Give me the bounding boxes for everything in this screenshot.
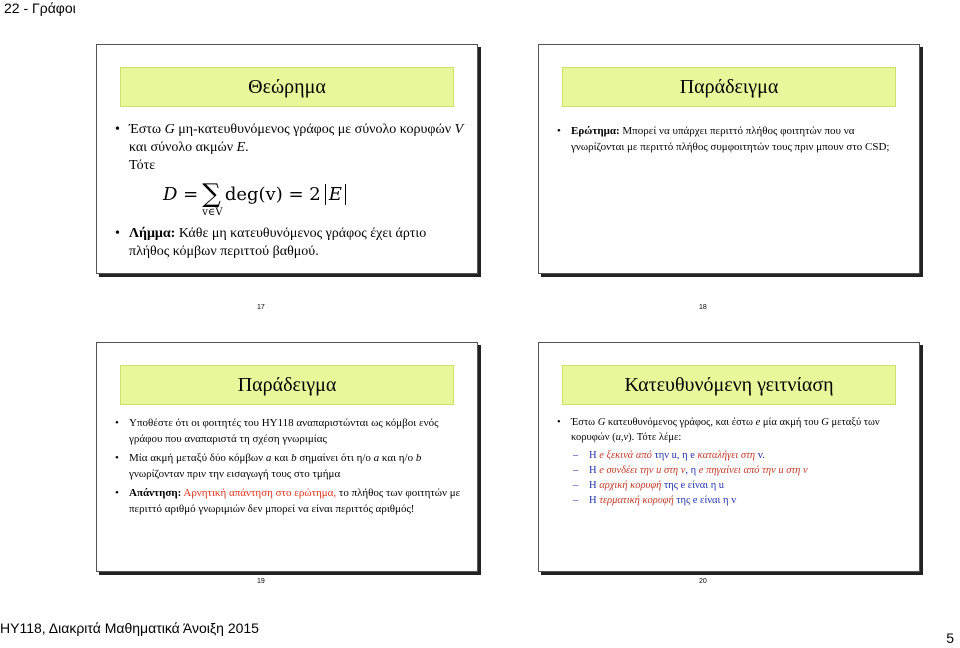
bullet: • Υποθέστε ότι οι φοιτητές του ΗΥ118 αναπαριστώνται ως κόμβοι ενός γράφου που αναπαριστά τη σχέση γνωριμίας — [115, 415, 467, 447]
sub-bullet: – Η e ξεκινά από την u, η e καταλήγει στη v. — [573, 448, 909, 463]
slide-body — [115, 415, 467, 520]
slide-19 — [96, 342, 478, 585]
bullet: • Έστω G μη-κατευθυνόμενος γράφος με σύνολο κορυφών V και σύνολο ακμών E. Τότε — [115, 121, 467, 175]
page-header: 22 - Γράφοι — [4, 0, 76, 16]
slide-body — [557, 415, 909, 508]
sub-bullet: – Η τερματική κορυφή της e είναι η v — [573, 493, 909, 508]
sub-bullet: – Η αρχική κορυφή της e είναι η u — [573, 478, 909, 493]
slide-number: 20 — [699, 578, 707, 585]
page-number: 5 — [946, 630, 954, 646]
slide-20 — [538, 342, 920, 585]
slide-number: 18 — [699, 304, 707, 311]
lemma-bullet: • Λήμμα: Κάθε μη κατευθυνόμενος γράφος έχει άρτιο πλήθος κόμβων περιττού βαθμού. — [115, 225, 467, 261]
sum-symbol: ∑ v∈V — [202, 179, 223, 218]
bullet: • Έστω G κατευθυνόμενος γράφος, και έστω e μία ακμή του G μεταξύ των κορυφών (u,v). Τότε λέμε: — [557, 415, 909, 445]
slide-18 — [538, 44, 920, 311]
slide-body — [115, 121, 467, 264]
slide-17 — [96, 44, 478, 311]
slide-number: 19 — [257, 578, 265, 585]
answer-bullet: • Απάντηση: Αρνητική απάντηση στο ερώτημα, το πλήθος των φοιτητών με περιττό αριθμό γνωριμιών δεν μπορεί να είναι περιττός αριθμός! — [115, 485, 467, 517]
page-footer: ΗΥ118, Διακριτά Μαθηματικά Άνοιξη 2015 — [0, 620, 259, 636]
slide-title: Παράδειγμα — [121, 366, 453, 404]
question-bullet: • Ερώτημα: Μπορεί να υπάρχει περιττό πλήθος φοιτητών που να γνωρίζονται με περιττό πλήθος συμφοιτητών τους πριν μπουν στο CSD; — [557, 123, 909, 155]
sub-bullet: – Η e συνδέει την u στη v, η e πηγαίνει από την u στη v — [573, 463, 909, 478]
bullet: • Μία ακμή μεταξύ δύο κόμβων a και b σημαίνει ότι η/ο a και η/ο b γνωρίζονταν πριν την εισαγωγή τους στο τμήμα — [115, 450, 467, 482]
slide-title: Κατευθυνόμενη γειτνίαση — [563, 366, 895, 404]
slide-body — [557, 123, 909, 158]
slide-title: Παράδειγμα — [563, 68, 895, 106]
slide-title: Θεώρημα — [121, 68, 453, 106]
slide-number: 17 — [257, 304, 265, 311]
degree-sum-formula: D = ∑ v∈V deg(v) = 2 E — [163, 179, 467, 209]
